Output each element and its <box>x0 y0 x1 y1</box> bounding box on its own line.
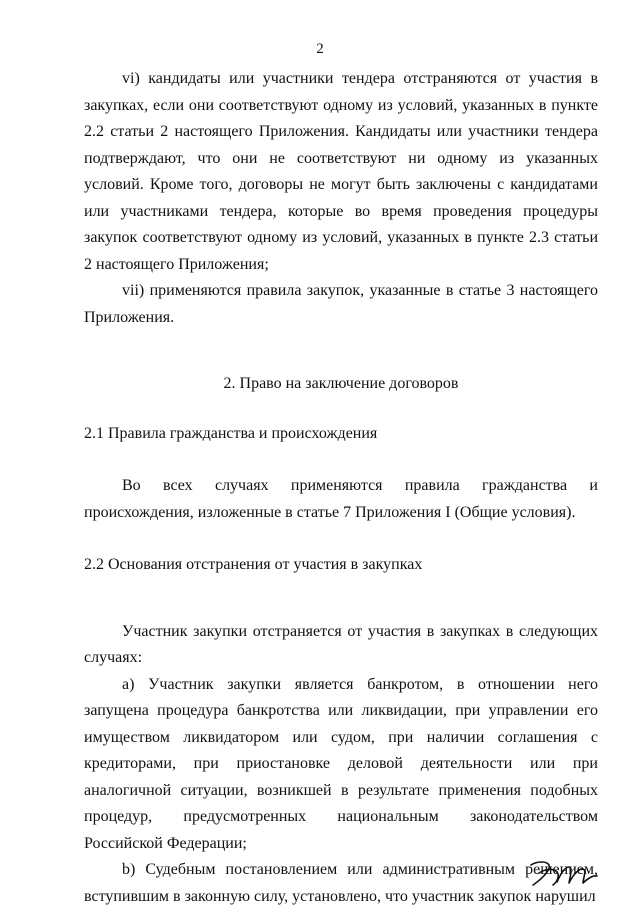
spacer <box>84 331 598 371</box>
subsection-heading-2-2: 2.2 Основания отстранения от участия в закупках <box>84 556 423 573</box>
paragraph-item-a: a) Участник закупки является банкротом, в отношении него запущена процедура банкротства или ликвидации, при управлении его имуществом ликвидатором или судом, при наличии соглашения с кредиторами, при приостановке деловой деятельности или при аналогичной ситуации, возникшей в результате применения подобных процедур, предусмотренных национальным законодательством Российской Федерации; <box>84 675 598 852</box>
subsection-heading-2-1: 2.1 Правила гражданства и происхождения <box>84 424 378 442</box>
paragraph-item-vi: vi) кандидаты или участники тендера отстраняются от участия в закупках, если они соответствуют одному из условий, указанных в пункте 2.2 статьи 2 настоящего Приложения. Кандидаты или участники тендера подтверждают, что они не соответствуют ни одному из указанных условий. Кроме того, договоры не могут быть заключены с кандидатами или участниками тендера, которые во время проведения процедуры закупок соответствуют одному из условий, указанных в пункте 2.3 статьи 2 настоящего Приложения; <box>84 70 598 273</box>
spacer <box>84 447 598 473</box>
handwritten-initials-icon <box>527 855 601 889</box>
paragraph-2-2-intro: Участник закупки отстраняется от участия в закупках в следующих случаях: <box>84 622 598 666</box>
paragraph-2-1: Во всех случаях применяются правила гражданства и происхождения, изложенные в статье 7 Приложения I (Общие условия). <box>84 477 598 521</box>
spacer <box>84 526 598 552</box>
spacer <box>84 398 598 421</box>
paragraph-item-b: b) Судебным постановлением или административным решением, вступившим в законную силу, установлено, что участник закупок нарушил <box>84 861 598 905</box>
section-heading-2: 2. Право на заключение договоров <box>223 375 459 392</box>
spacer <box>84 579 598 619</box>
document-body <box>84 66 598 910</box>
page-number: 2 <box>316 41 324 57</box>
paragraph-item-vii: vii) применяются правила закупок, указанные в статье 3 настоящего Приложения. <box>84 282 598 326</box>
